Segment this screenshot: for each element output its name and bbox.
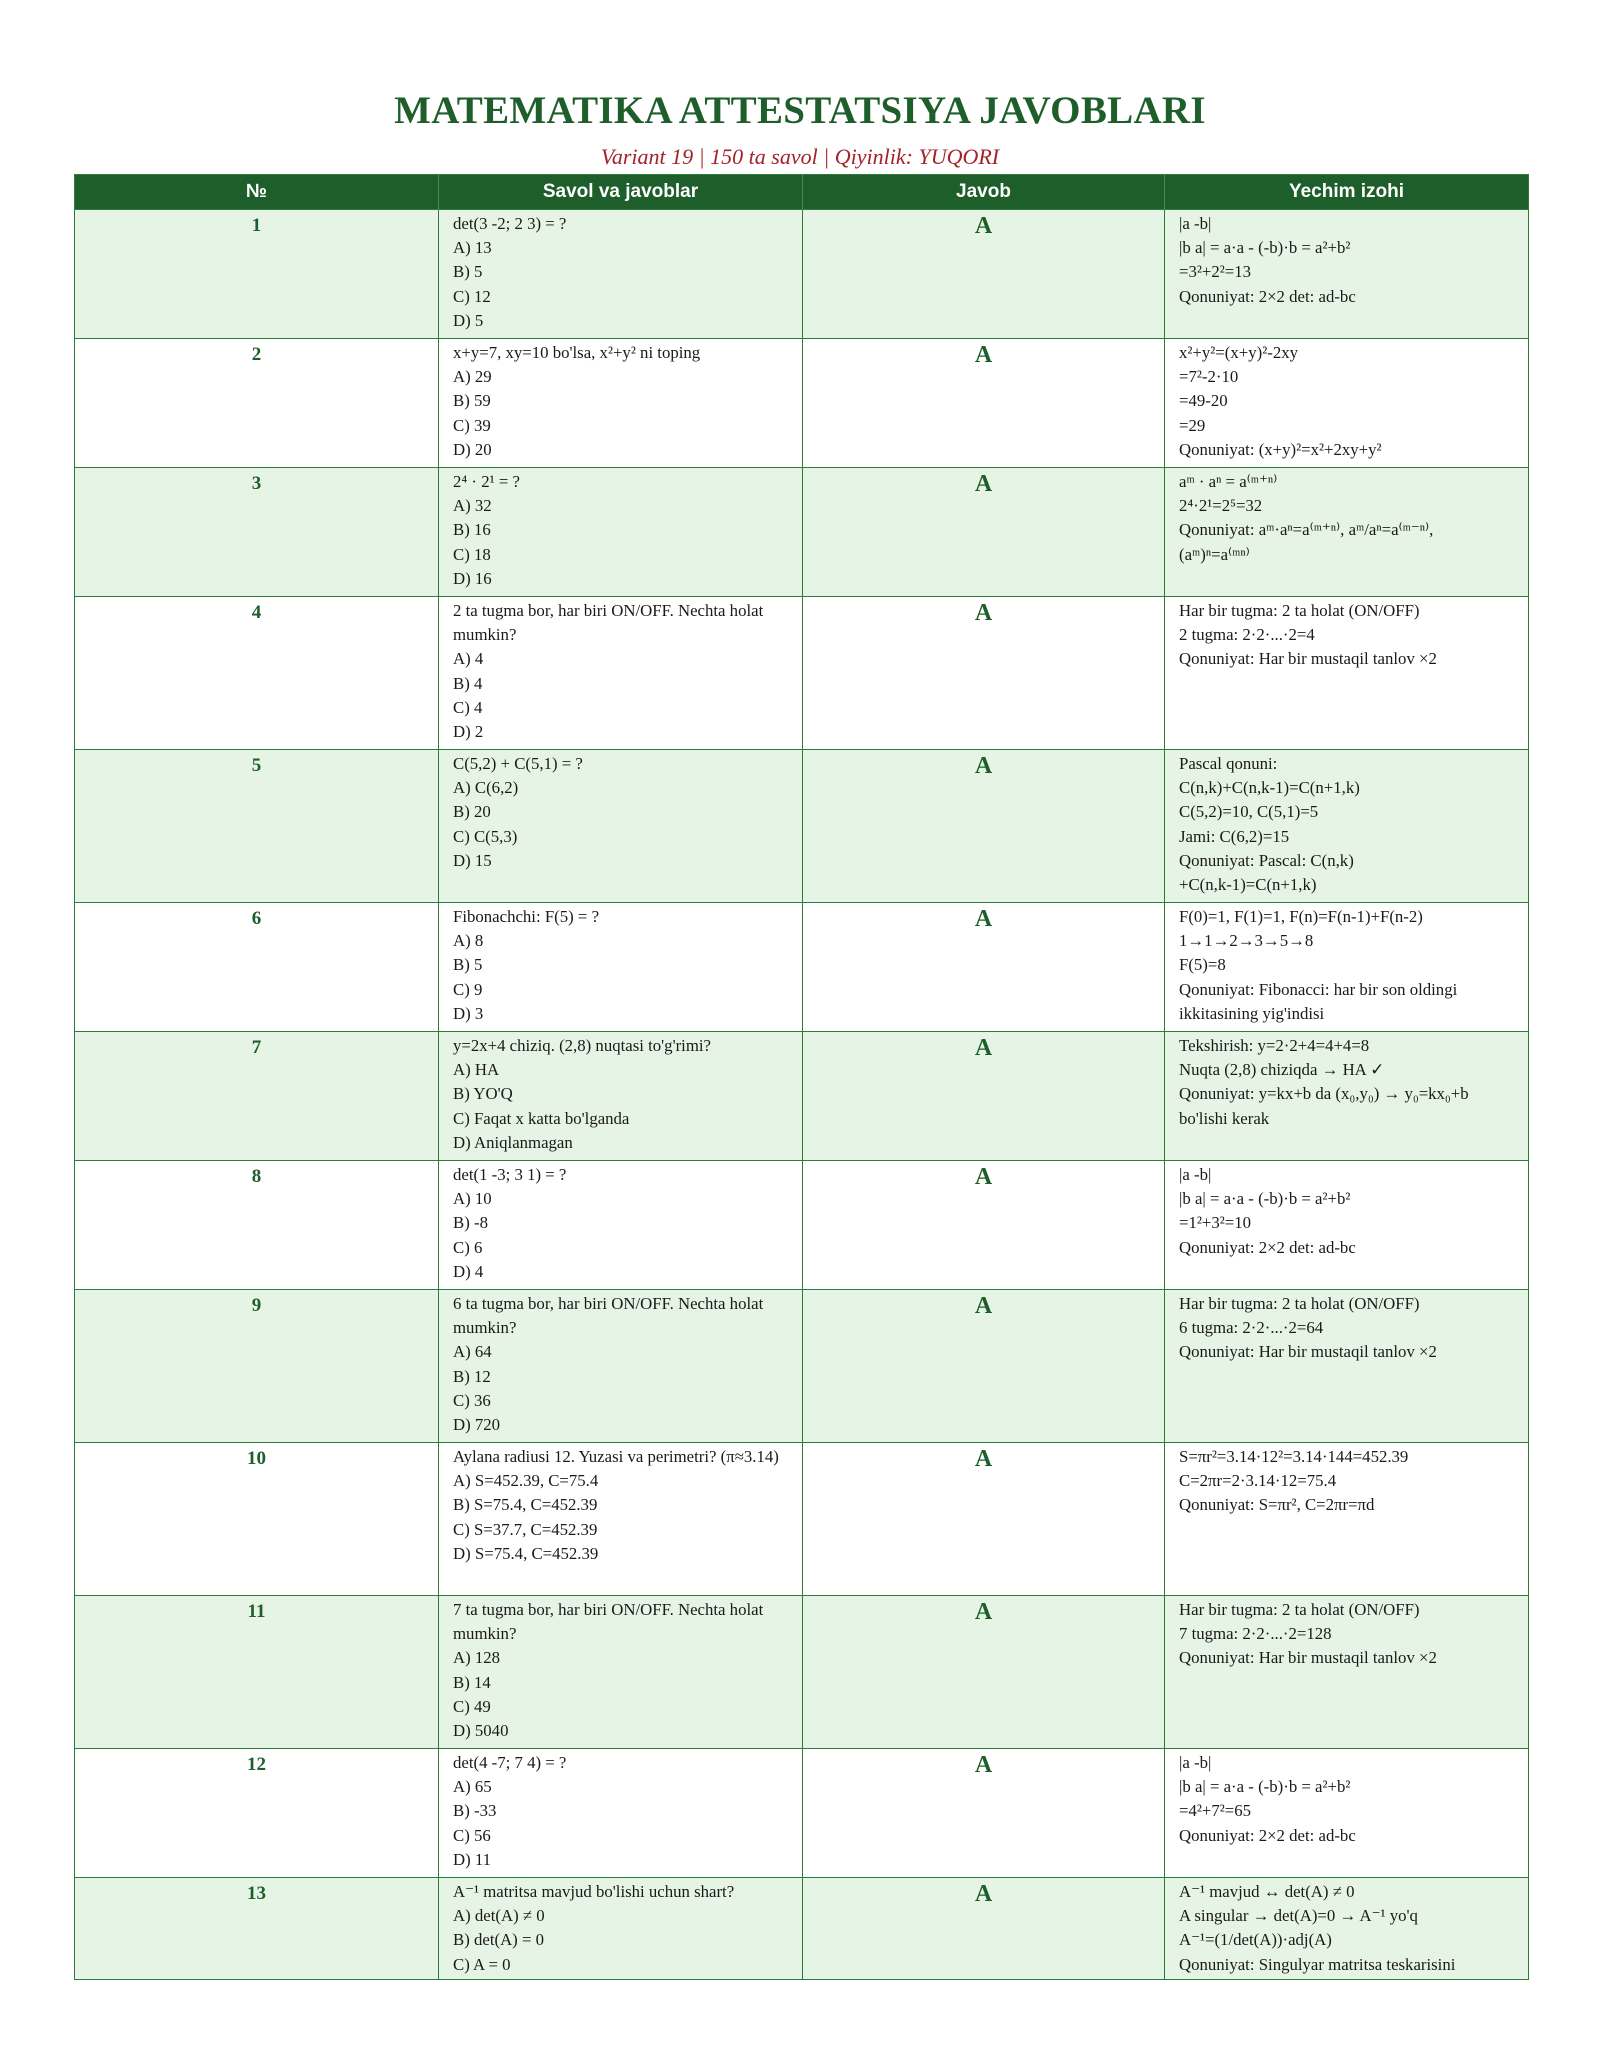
question-number: 4 <box>75 597 439 750</box>
column-header-question: Savol va javoblar <box>439 175 803 210</box>
column-header-number: № <box>75 175 439 210</box>
solution-line: =3²+2²=13 <box>1179 262 1252 282</box>
solution-line: 2 tugma: 2·2·...·2=4 <box>1179 625 1315 645</box>
question-number: 2 <box>75 339 439 468</box>
answer-option: D) 20 <box>453 439 492 459</box>
question-cell <box>439 1878 803 1980</box>
solution-line: Qonuniyat: Fibonacci: har bir son oldingi <box>1179 979 1458 999</box>
answers-table <box>74 174 1529 1980</box>
answer-option: B) 20 <box>453 802 491 822</box>
table-row <box>75 468 1529 597</box>
solution-line: Qonuniyat: y=kx+b da (x₀,y₀) → y₀=kx₀+b <box>1179 1084 1469 1104</box>
answer-option: A) 29 <box>453 367 492 387</box>
question-number: 8 <box>75 1161 439 1290</box>
correct-answer: A <box>803 1032 1165 1161</box>
answer-option: A) 4 <box>453 649 484 669</box>
answer-option: C) S=37.7, C=452.39 <box>453 1519 598 1539</box>
correct-answer: A <box>803 1290 1165 1443</box>
answer-option: B) -33 <box>453 1801 497 1821</box>
solution-line: C(n,k)+C(n,k-1)=C(n+1,k) <box>1179 778 1360 798</box>
solution-line: 7 tugma: 2·2·...·2=128 <box>1179 1624 1332 1644</box>
solution-cell <box>1165 1032 1529 1161</box>
answer-option: A) 64 <box>453 1342 492 1362</box>
solution-line: Nuqta (2,8) chiziqda → HA ✓ <box>1179 1060 1385 1080</box>
solution-line: x²+y²=(x+y)²-2xy <box>1179 343 1298 362</box>
table-row <box>75 1161 1529 1290</box>
answer-option: A) S=452.39, C=75.4 <box>453 1471 599 1491</box>
answer-option: D) 2 <box>453 722 484 742</box>
answer-option: A) 10 <box>453 1189 492 1209</box>
question-number: 9 <box>75 1290 439 1443</box>
question-cell <box>439 1032 803 1161</box>
solution-line: S=πr²=3.14·12²=3.14·144=452.39 <box>1179 1447 1409 1466</box>
solution-cell <box>1165 339 1529 468</box>
question-cell <box>439 903 803 1032</box>
question-text: x+y=7, xy=10 bo'lsa, x²+y² ni toping <box>453 343 701 362</box>
solution-cell <box>1165 1596 1529 1749</box>
answer-option: A) 32 <box>453 496 492 516</box>
correct-answer: A <box>803 903 1165 1032</box>
document-subtitle: Variant 19 | 150 ta savol | Qiyinlik: YUQORI <box>600 144 1000 169</box>
answer-option: C) 18 <box>453 544 491 564</box>
solution-line: 6 tugma: 2·2·...·2=64 <box>1179 1318 1324 1338</box>
question-text: C(5,2) + C(5,1) = ? <box>453 754 583 773</box>
answer-option: B) det(A) = 0 <box>453 1930 545 1950</box>
solution-cell <box>1165 1161 1529 1290</box>
question-text: A⁻¹ matritsa mavjud bo'lishi uchun shart? <box>453 1882 735 1901</box>
answer-option: C) 39 <box>453 415 491 435</box>
question-cell <box>439 339 803 468</box>
correct-answer: A <box>803 1443 1165 1596</box>
table-row <box>75 903 1529 1032</box>
solution-line: aᵐ · aⁿ = a⁽ᵐ⁺ⁿ⁾ <box>1179 472 1278 491</box>
answer-option: D) 5040 <box>453 1721 509 1741</box>
answer-option: C) 36 <box>453 1390 491 1410</box>
question-number: 5 <box>75 750 439 903</box>
question-text: 7 ta tugma bor, har biri ON/OFF. Nechta holat mumkin? <box>453 1600 764 1644</box>
question-cell <box>439 1443 803 1596</box>
answer-option: A) C(6,2) <box>453 778 519 798</box>
solution-line: |b a| = a·a - (-b)·b = a²+b² <box>1179 1777 1351 1797</box>
solution-line: +C(n,k-1)=C(n+1,k) <box>1179 875 1317 895</box>
question-number: 1 <box>75 210 439 339</box>
solution-line: Qonuniyat: S=πr², C=2πr=πd <box>1179 1495 1375 1515</box>
question-text: Aylana radiusi 12. Yuzasi va perimetri? (π≈3.14) <box>453 1447 779 1466</box>
answer-option: B) 16 <box>453 520 491 540</box>
solution-cell <box>1165 750 1529 903</box>
answer-option: B) -8 <box>453 1213 488 1233</box>
answer-option: D) 5 <box>453 310 484 330</box>
solution-line: bo'lishi kerak <box>1179 1108 1270 1128</box>
correct-answer: A <box>803 597 1165 750</box>
question-number: 10 <box>75 1443 439 1596</box>
question-cell <box>439 1290 803 1443</box>
solution-line: F(0)=1, F(1)=1, F(n)=F(n-1)+F(n-2) <box>1179 907 1423 926</box>
answer-option: D) 4 <box>453 1261 484 1281</box>
question-text: det(3 -2; 2 3) = ? <box>453 214 567 233</box>
answer-option: C) 12 <box>453 286 491 306</box>
answer-option: D) 720 <box>453 1415 501 1435</box>
solution-line: |a -b| <box>1179 1165 1212 1184</box>
answer-option: D) S=75.4, C=452.39 <box>453 1543 599 1563</box>
solution-cell <box>1165 1749 1529 1878</box>
solution-line: |b a| = a·a - (-b)·b = a²+b² <box>1179 1189 1351 1209</box>
answer-option: B) 4 <box>453 673 483 693</box>
column-header-solution: Yechim izohi <box>1165 175 1529 210</box>
question-cell <box>439 1596 803 1749</box>
solution-line: C=2πr=2·3.14·12=75.4 <box>1179 1471 1337 1491</box>
answer-option: C) 4 <box>453 697 483 717</box>
solution-line: =4²+7²=65 <box>1179 1801 1252 1821</box>
solution-cell <box>1165 210 1529 339</box>
table-row <box>75 1878 1529 1980</box>
answer-option: C) A = 0 <box>453 1954 511 1974</box>
answer-option: A) HA <box>453 1060 500 1080</box>
table-body <box>75 210 1529 1980</box>
correct-answer: A <box>803 1878 1165 1980</box>
answer-option: A) 13 <box>453 238 492 258</box>
solution-line: Har bir tugma: 2 ta holat (ON/OFF) <box>1179 1600 1420 1619</box>
question-text: Fibonachchi: F(5) = ? <box>453 907 600 926</box>
solution-cell <box>1165 468 1529 597</box>
solution-line: =1²+3²=10 <box>1179 1213 1252 1233</box>
answer-option: D) 11 <box>453 1849 492 1869</box>
answer-option: A) 65 <box>453 1777 492 1797</box>
table-header-row <box>75 175 1529 210</box>
answer-option: D) 3 <box>453 1003 484 1023</box>
solution-line: =49-20 <box>1179 391 1228 411</box>
solution-cell <box>1165 903 1529 1032</box>
solution-line: Jami: C(6,2)=15 <box>1179 826 1290 846</box>
correct-answer: A <box>803 210 1165 339</box>
correct-answer: A <box>803 750 1165 903</box>
solution-line: Har bir tugma: 2 ta holat (ON/OFF) <box>1179 1294 1420 1313</box>
answer-option: C) 56 <box>453 1825 491 1845</box>
solution-line: F(5)=8 <box>1179 955 1226 975</box>
question-text: det(1 -3; 3 1) = ? <box>453 1165 567 1184</box>
table-row <box>75 1290 1529 1443</box>
table-row <box>75 1032 1529 1161</box>
question-cell <box>439 597 803 750</box>
solution-line: ikkitasining yig'indisi <box>1179 1003 1325 1023</box>
question-cell <box>439 468 803 597</box>
correct-answer: A <box>803 1161 1165 1290</box>
question-number: 6 <box>75 903 439 1032</box>
question-cell <box>439 750 803 903</box>
solution-line: =29 <box>1179 415 1206 435</box>
question-text: 2⁴ · 2¹ = ? <box>453 472 520 491</box>
solution-line: Pascal qonuni: <box>1179 754 1278 773</box>
question-text: 2 ta tugma bor, har biri ON/OFF. Nechta holat mumkin? <box>453 601 764 645</box>
correct-answer: A <box>803 339 1165 468</box>
question-number: 12 <box>75 1749 439 1878</box>
answer-option: A) 8 <box>453 931 484 951</box>
answer-option: B) S=75.4, C=452.39 <box>453 1495 598 1515</box>
solution-line: A singular → det(A)=0 → A⁻¹ yo'q <box>1179 1906 1418 1926</box>
answer-option: D) 16 <box>453 568 492 588</box>
solution-cell <box>1165 1443 1529 1596</box>
answer-option: C) C(5,3) <box>453 826 518 846</box>
question-cell <box>439 1749 803 1878</box>
solution-line: A⁻¹=(1/det(A))·adj(A) <box>1179 1930 1332 1950</box>
question-number: 11 <box>75 1596 439 1749</box>
answer-option: C) 9 <box>453 979 483 999</box>
solution-cell <box>1165 1878 1529 1980</box>
answer-option: B) 5 <box>453 262 483 282</box>
answer-option: D) 15 <box>453 850 492 870</box>
answer-option: C) Faqat x katta bo'lganda <box>453 1108 630 1128</box>
solution-line: Qonuniyat: 2×2 det: ad-bc <box>1179 1237 1356 1257</box>
answer-option: C) 49 <box>453 1696 491 1716</box>
solution-line: Qonuniyat: aᵐ·aⁿ=a⁽ᵐ⁺ⁿ⁾, aᵐ/aⁿ=a⁽ᵐ⁻ⁿ⁾, <box>1179 520 1434 540</box>
solution-line: (aᵐ)ⁿ=a⁽ᵐⁿ⁾ <box>1179 544 1250 564</box>
solution-line: Qonuniyat: (x+y)²=x²+2xy+y² <box>1179 439 1382 459</box>
solution-cell <box>1165 597 1529 750</box>
table-row <box>75 210 1529 339</box>
solution-cell <box>1165 1290 1529 1443</box>
table-row <box>75 1749 1529 1878</box>
document-title: MATEMATIKA ATTESTATSIYA JAVOBLARI <box>394 89 1206 132</box>
table-row <box>75 1596 1529 1749</box>
column-header-answer: Javob <box>803 175 1165 210</box>
solution-line: Qonuniyat: 2×2 det: ad-bc <box>1179 286 1356 306</box>
solution-line: 2⁴·2¹=2⁵=32 <box>1179 496 1263 516</box>
answer-option: C) 6 <box>453 1237 483 1257</box>
question-cell <box>439 210 803 339</box>
question-text: det(4 -7; 7 4) = ? <box>453 1753 567 1772</box>
answer-option: B) 14 <box>453 1672 491 1692</box>
answer-option: B) 59 <box>453 391 491 411</box>
question-number: 13 <box>75 1878 439 1980</box>
correct-answer: A <box>803 1749 1165 1878</box>
answer-option: B) 5 <box>453 955 483 975</box>
solution-line: |a -b| <box>1179 1753 1212 1772</box>
question-number: 7 <box>75 1032 439 1161</box>
table-row <box>75 750 1529 903</box>
solution-line: Qonuniyat: Har bir mustaqil tanlov ×2 <box>1179 1342 1437 1362</box>
solution-line: Har bir tugma: 2 ta holat (ON/OFF) <box>1179 601 1420 620</box>
solution-line: A⁻¹ mavjud ↔ det(A) ≠ 0 <box>1179 1882 1355 1901</box>
question-cell <box>439 1161 803 1290</box>
table-row <box>75 597 1529 750</box>
correct-answer: A <box>803 468 1165 597</box>
solution-line: =7²-2·10 <box>1179 367 1239 387</box>
solution-line: Qonuniyat: Pascal: C(n,k) <box>1179 850 1354 870</box>
answer-option: B) YO'Q <box>453 1084 513 1104</box>
solution-line: Tekshirish: y=2·2+4=4+4=8 <box>1179 1036 1370 1055</box>
solution-line: |b a| = a·a - (-b)·b = a²+b² <box>1179 238 1351 258</box>
correct-answer: A <box>803 1596 1165 1749</box>
answer-option: A) det(A) ≠ 0 <box>453 1906 545 1926</box>
question-text: y=2x+4 chiziq. (2,8) nuqtasi to'g'rimi? <box>453 1036 712 1055</box>
answer-option: B) 12 <box>453 1366 491 1386</box>
solution-line: |a -b| <box>1179 214 1212 233</box>
table-row <box>75 339 1529 468</box>
question-number: 3 <box>75 468 439 597</box>
solution-line: Qonuniyat: 2×2 det: ad-bc <box>1179 1825 1356 1845</box>
solution-line: Qonuniyat: Har bir mustaqil tanlov ×2 <box>1179 649 1437 669</box>
table-row <box>75 1443 1529 1596</box>
solution-line: 1→1→2→3→5→8 <box>1179 931 1314 951</box>
answer-option: A) 128 <box>453 1648 501 1668</box>
question-text: 6 ta tugma bor, har biri ON/OFF. Nechta holat mumkin? <box>453 1294 764 1338</box>
solution-line: Qonuniyat: Har bir mustaqil tanlov ×2 <box>1179 1648 1437 1668</box>
solution-line: Qonuniyat: Singulyar matritsa teskarisini <box>1179 1954 1456 1974</box>
answer-option: D) Aniqlanmagan <box>453 1132 573 1152</box>
solution-line: C(5,2)=10, C(5,1)=5 <box>1179 802 1319 822</box>
